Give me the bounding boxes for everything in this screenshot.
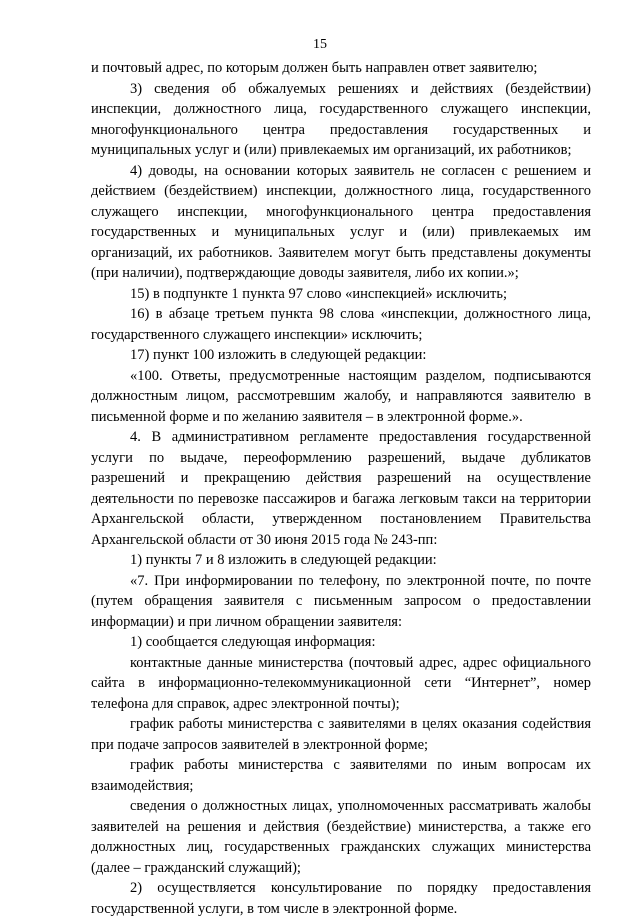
paragraph: 1) пункты 7 и 8 изложить в следующей редакции: — [130, 552, 437, 568]
paragraph: график работы министерства с заявителями в целях оказания содействия при подаче запросов заявителей в электронной форме; — [91, 716, 591, 753]
paragraph: «7. При информировании по телефону, по электронной почте, по почте (путем обращения заявителя с письменным запросом о предоставлении информации) и при личном обращении заявителя: — [91, 572, 591, 630]
paragraph: сведения о должностных лицах, уполномоченных рассматривать жалобы заявителей на решения и действия (бездействие) министерства, а также его должностных лиц, государственных гражданских служащих министерства (далее – гражданский служащий); — [91, 798, 591, 876]
page-number: 15 — [313, 37, 327, 52]
paragraph: график работы министерства с заявителями по иным вопросам их взаимодействия; — [91, 757, 591, 794]
paragraph: 1) сообщается следующая информация: — [130, 634, 376, 650]
paragraph: 2) осуществляется консультирование по порядку предоставления государственной услуги, в том числе в электронной форме. — [91, 880, 591, 917]
paragraph: 15) в подпункте 1 пункта 97 слово «инспекцией» исключить; — [130, 285, 507, 302]
paragraph: и почтовый адрес, по которым должен быть направлен ответ заявителю; — [91, 60, 538, 76]
paragraph: 17) пункт 100 изложить в следующей редакции: — [130, 347, 427, 363]
paragraph: контактные данные министерства (почтовый адрес, адрес официального сайта в информационно-телекоммуникационной сети “Интернет”, номер телефона для справок, адрес электронной почты); — [91, 654, 591, 712]
paragraph: 3) сведения об обжалуемых решениях и действиях (бездействии) инспекции, должностного лица, государственного служащего инспекции, многофункционального центра предоставления государственных и муниципальных услуг и (или) привлекаемых им организаций, их работников; — [91, 80, 591, 158]
paragraph: 16) в абзаце третьем пункта 98 слова «инспекции, должностного лица, государственного служащего инспекции» исключить; — [91, 306, 591, 343]
paragraph: «100. Ответы, предусмотренные настоящим разделом, подписываются должностным лицом, рассмотревшим жалобу, и направляются заявителю в письменной форме и по желанию заявителя – в электронной форме.». — [91, 367, 591, 425]
paragraph: 4) доводы, на основании которых заявитель не согласен с решением и действием (бездействием) инспекции, должностного лица, государственного служащего инспекции, многофункционального центра предоставления государственных и муниципальных услуг и (или) привлекаемых им организаций, их работников. Заявителем могут быть представлены документы (при наличии), подтверждающие доводы заявителя, либо их копии.»; — [91, 162, 591, 281]
document-body — [91, 58, 591, 919]
paragraph: 4. В административном регламенте предоставления государственной услуги по выдаче, переоформлению разрешений, выдаче дубликатов разрешений и прекращению действия разрешений на осуществление деятельности по перевозке пассажиров и багажа легковым такси на территории Архангельской области, утвержденном постановлением Правительства Архангельской области от 30 июня 2015 года № 243-пп: — [91, 429, 591, 548]
